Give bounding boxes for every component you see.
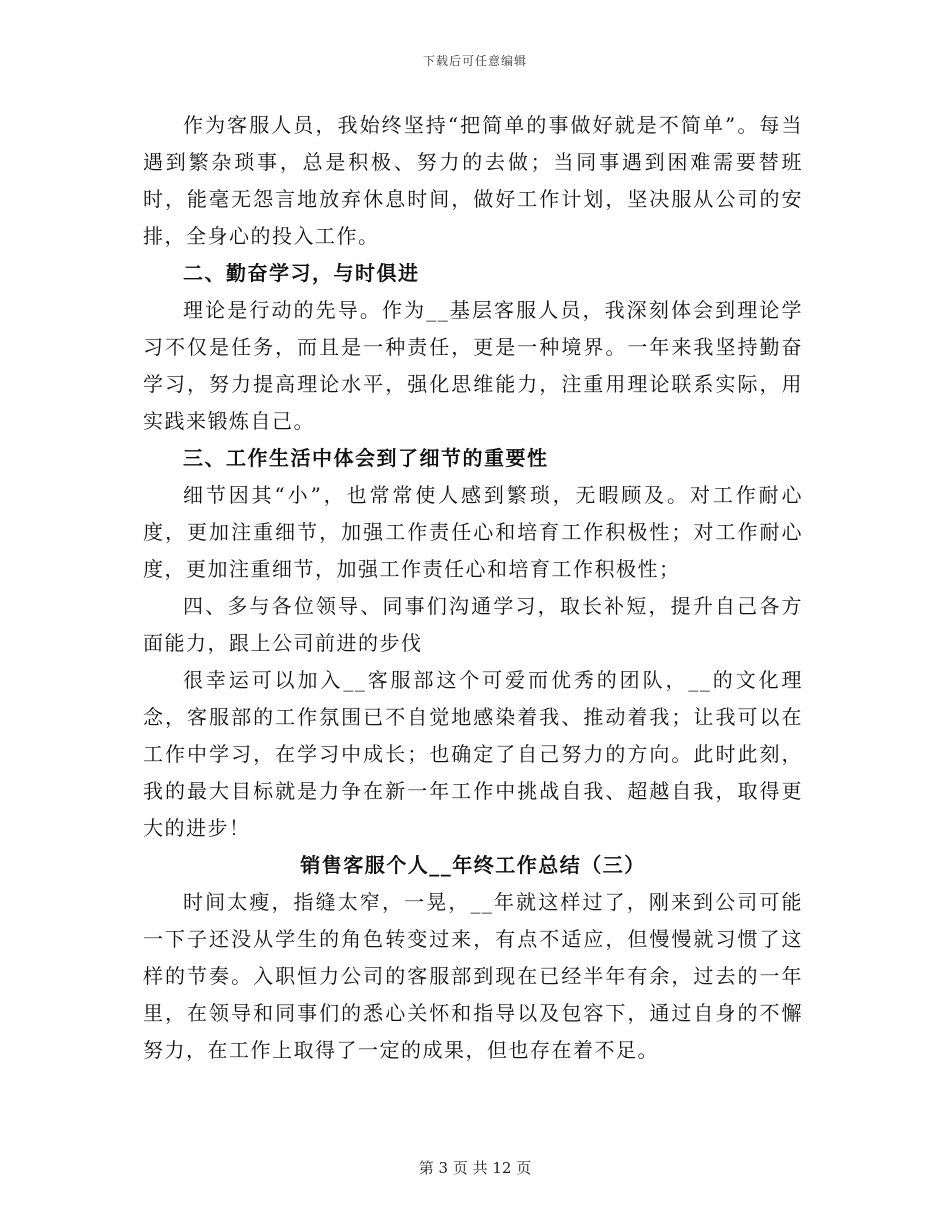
page-header: 下载后可任意编辑 [422,54,527,68]
document-body [143,107,803,1069]
paragraph-service-attitude: 作为客服人员，我始终坚持“把简单的事做好就是不简单”。每当遇到繁杂琐事，总是积极、努力的去做；当同事遇到困难需要替班时，能毫无怨言地放弃休息时间，做好工作计划，坚决服从公司的安排，全身心的投入工作。 [143,113,803,248]
heading-study: 二、勤奋学习，与时俱进 [183,261,420,285]
section-title: 销售客服个人__年终工作总结（三） [300,853,646,877]
paragraph-details: 细节因其“小”，也常常使人感到繁琐，无暇顾及。对工作耐心度，更加注重细节，加强工作责任心和培育工作积极性；对工作耐心度，更加注重细节，加强工作责任心和培育工作积极性； [143,483,803,581]
paragraph-communication: 四、多与各位领导、同事们沟通学习，取长补短，提升自己各方面能力，跟上公司前进的步伐 [143,594,803,655]
heading-details: 三、工作生活中体会到了细节的重要性 [183,446,549,470]
page-number: 第 3 页 共 12 页 [418,1159,532,1177]
paragraph-time: 时间太瘦，指缝太窄，一晃，__年就这样过了，刚来到公司可能一下子还没从学生的角色转变过来，有点不适应，但慢慢就习惯了这样的节奏。入职恒力公司的客服部到现在已经半年有余，过去的一年里，在领导和同事们的悉心关怀和指导以及包容下，通过自身的不懈努力，在工作上取得了一定的成果，但也存在着不足。 [143,890,803,1062]
paragraph-theory-study: 理论是行动的先导。作为__基层客服人员，我深刻体会到理论学习不仅是任务，而且是一种责任，更是一种境界。一年来我坚持勤奋学习，努力提高理论水平，强化思维能力，注重用理论联系实际，用实践来锻炼自己。 [143,298,803,433]
paragraph-team: 很幸运可以加入__客服部这个可爱而优秀的团队，__的文化理念，客服部的工作氛围已不自觉地感染着我、推动着我；让我可以在工作中学习，在学习中成长；也确定了自己努力的方向。此时此刻，我的最大目标就是力争在新一年工作中挑战自我、超越自我，取得更大的进步！ [143,668,803,840]
